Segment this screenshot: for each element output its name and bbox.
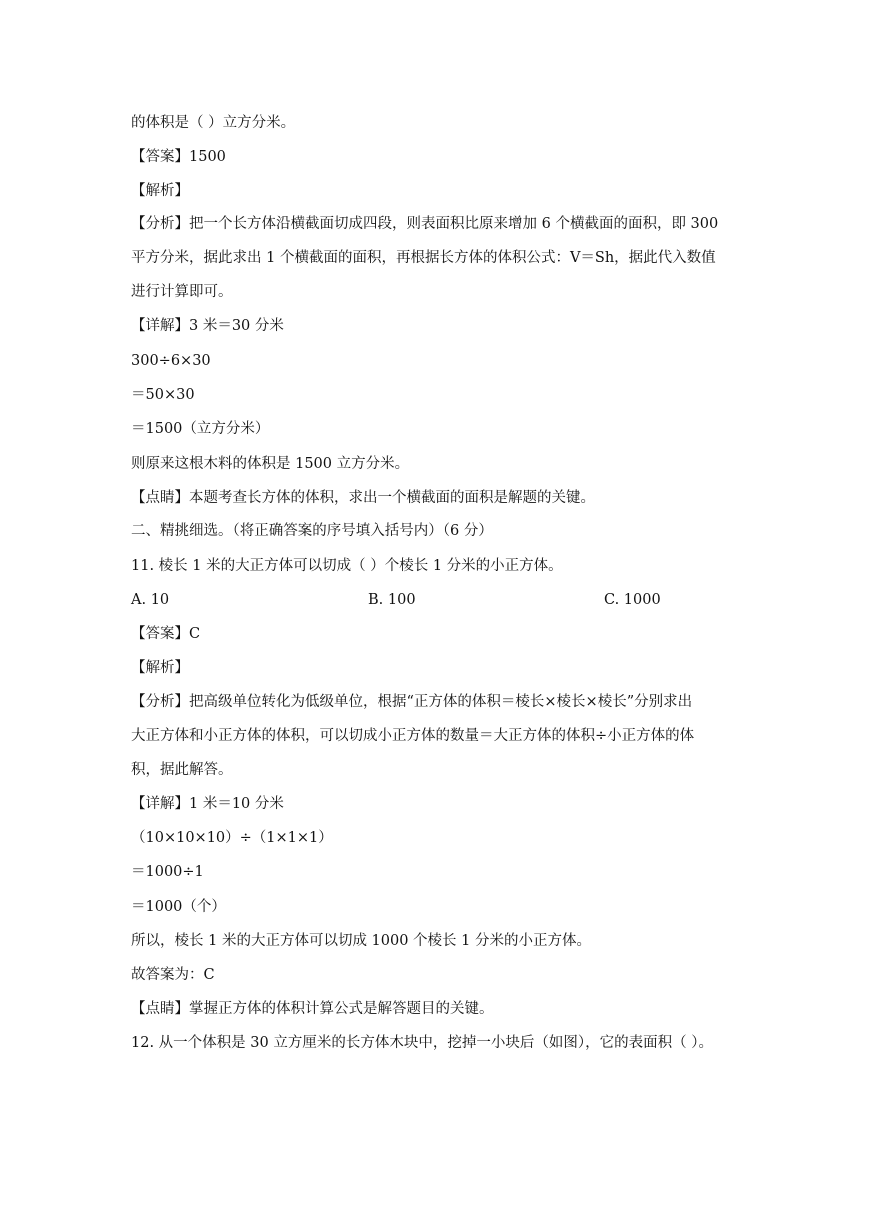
text-line: 【点睛】掌握正方体的体积计算公式是解答题目的关键。 — [131, 1001, 494, 1017]
text-line: 【详解】3 米＝30 分米 — [131, 318, 284, 334]
text-line: 【分析】把高级单位转化为低级单位，根据“正方体的体积＝棱长×棱长×棱长”分别求出 — [131, 694, 693, 710]
text-line: 大正方体和小正方体的体积，可以切成小正方体的数量＝大正方体的体积÷小正方体的体 — [131, 728, 695, 744]
text-line: 平方分米，据此求出 1 个横截面的面积，再根据长方体的体积公式：V＝Sh，据此代入数值 — [131, 250, 716, 266]
text-line: 【详解】1 米＝10 分米 — [131, 796, 284, 812]
text-line: 【分析】把一个长方体沿横截面切成四段，则表面积比原来增加 6 个横截面的面积，即 300 — [131, 216, 719, 232]
text-line: 积，据此解答。 — [131, 762, 233, 778]
option-a: A. 10 — [131, 592, 170, 608]
text-line: 【点睛】本题考查长方体的体积，求出一个横截面的面积是解题的关键。 — [131, 490, 595, 506]
analysis-heading: 【解析】 — [131, 660, 189, 676]
text-line: 则原来这根木料的体积是 1500 立方分米。 — [131, 456, 410, 472]
question-12: 12. 从一个体积是 30 立方厘米的长方体木块中，挖掉一小块后（如图），它的表面积（ ）。 — [131, 1035, 713, 1051]
text-line: 300÷6×30 — [131, 353, 211, 369]
text-line: ＝50×30 — [131, 387, 195, 403]
text-line: ＝1000（个） — [131, 899, 226, 915]
text-line: 进行计算即可。 — [131, 284, 233, 300]
text-line: 的体积是（ ）立方分米。 — [131, 115, 296, 131]
text-line: ＝1000÷1 — [131, 864, 204, 880]
answer-line: 【答案】1500 — [131, 149, 226, 165]
section-heading: 二、精挑细选。（将正确答案的序号填入括号内）（6 分） — [131, 523, 493, 539]
text-line: ＝1500（立方分米） — [131, 421, 270, 437]
analysis-heading: 【解析】 — [131, 183, 189, 199]
question-11: 11. 棱长 1 米的大正方体可以切成（ ）个棱长 1 分米的小正方体。 — [131, 558, 563, 574]
option-b: B. 100 — [368, 592, 416, 608]
text-line: 所以，棱长 1 米的大正方体可以切成 1000 个棱长 1 分米的小正方体。 — [131, 933, 592, 949]
text-line: （10×10×10）÷（1×1×1） — [131, 830, 333, 846]
answer-line: 【答案】C — [131, 626, 201, 642]
text-line: 故答案为：C — [131, 967, 215, 983]
option-c: C. 1000 — [604, 592, 661, 608]
